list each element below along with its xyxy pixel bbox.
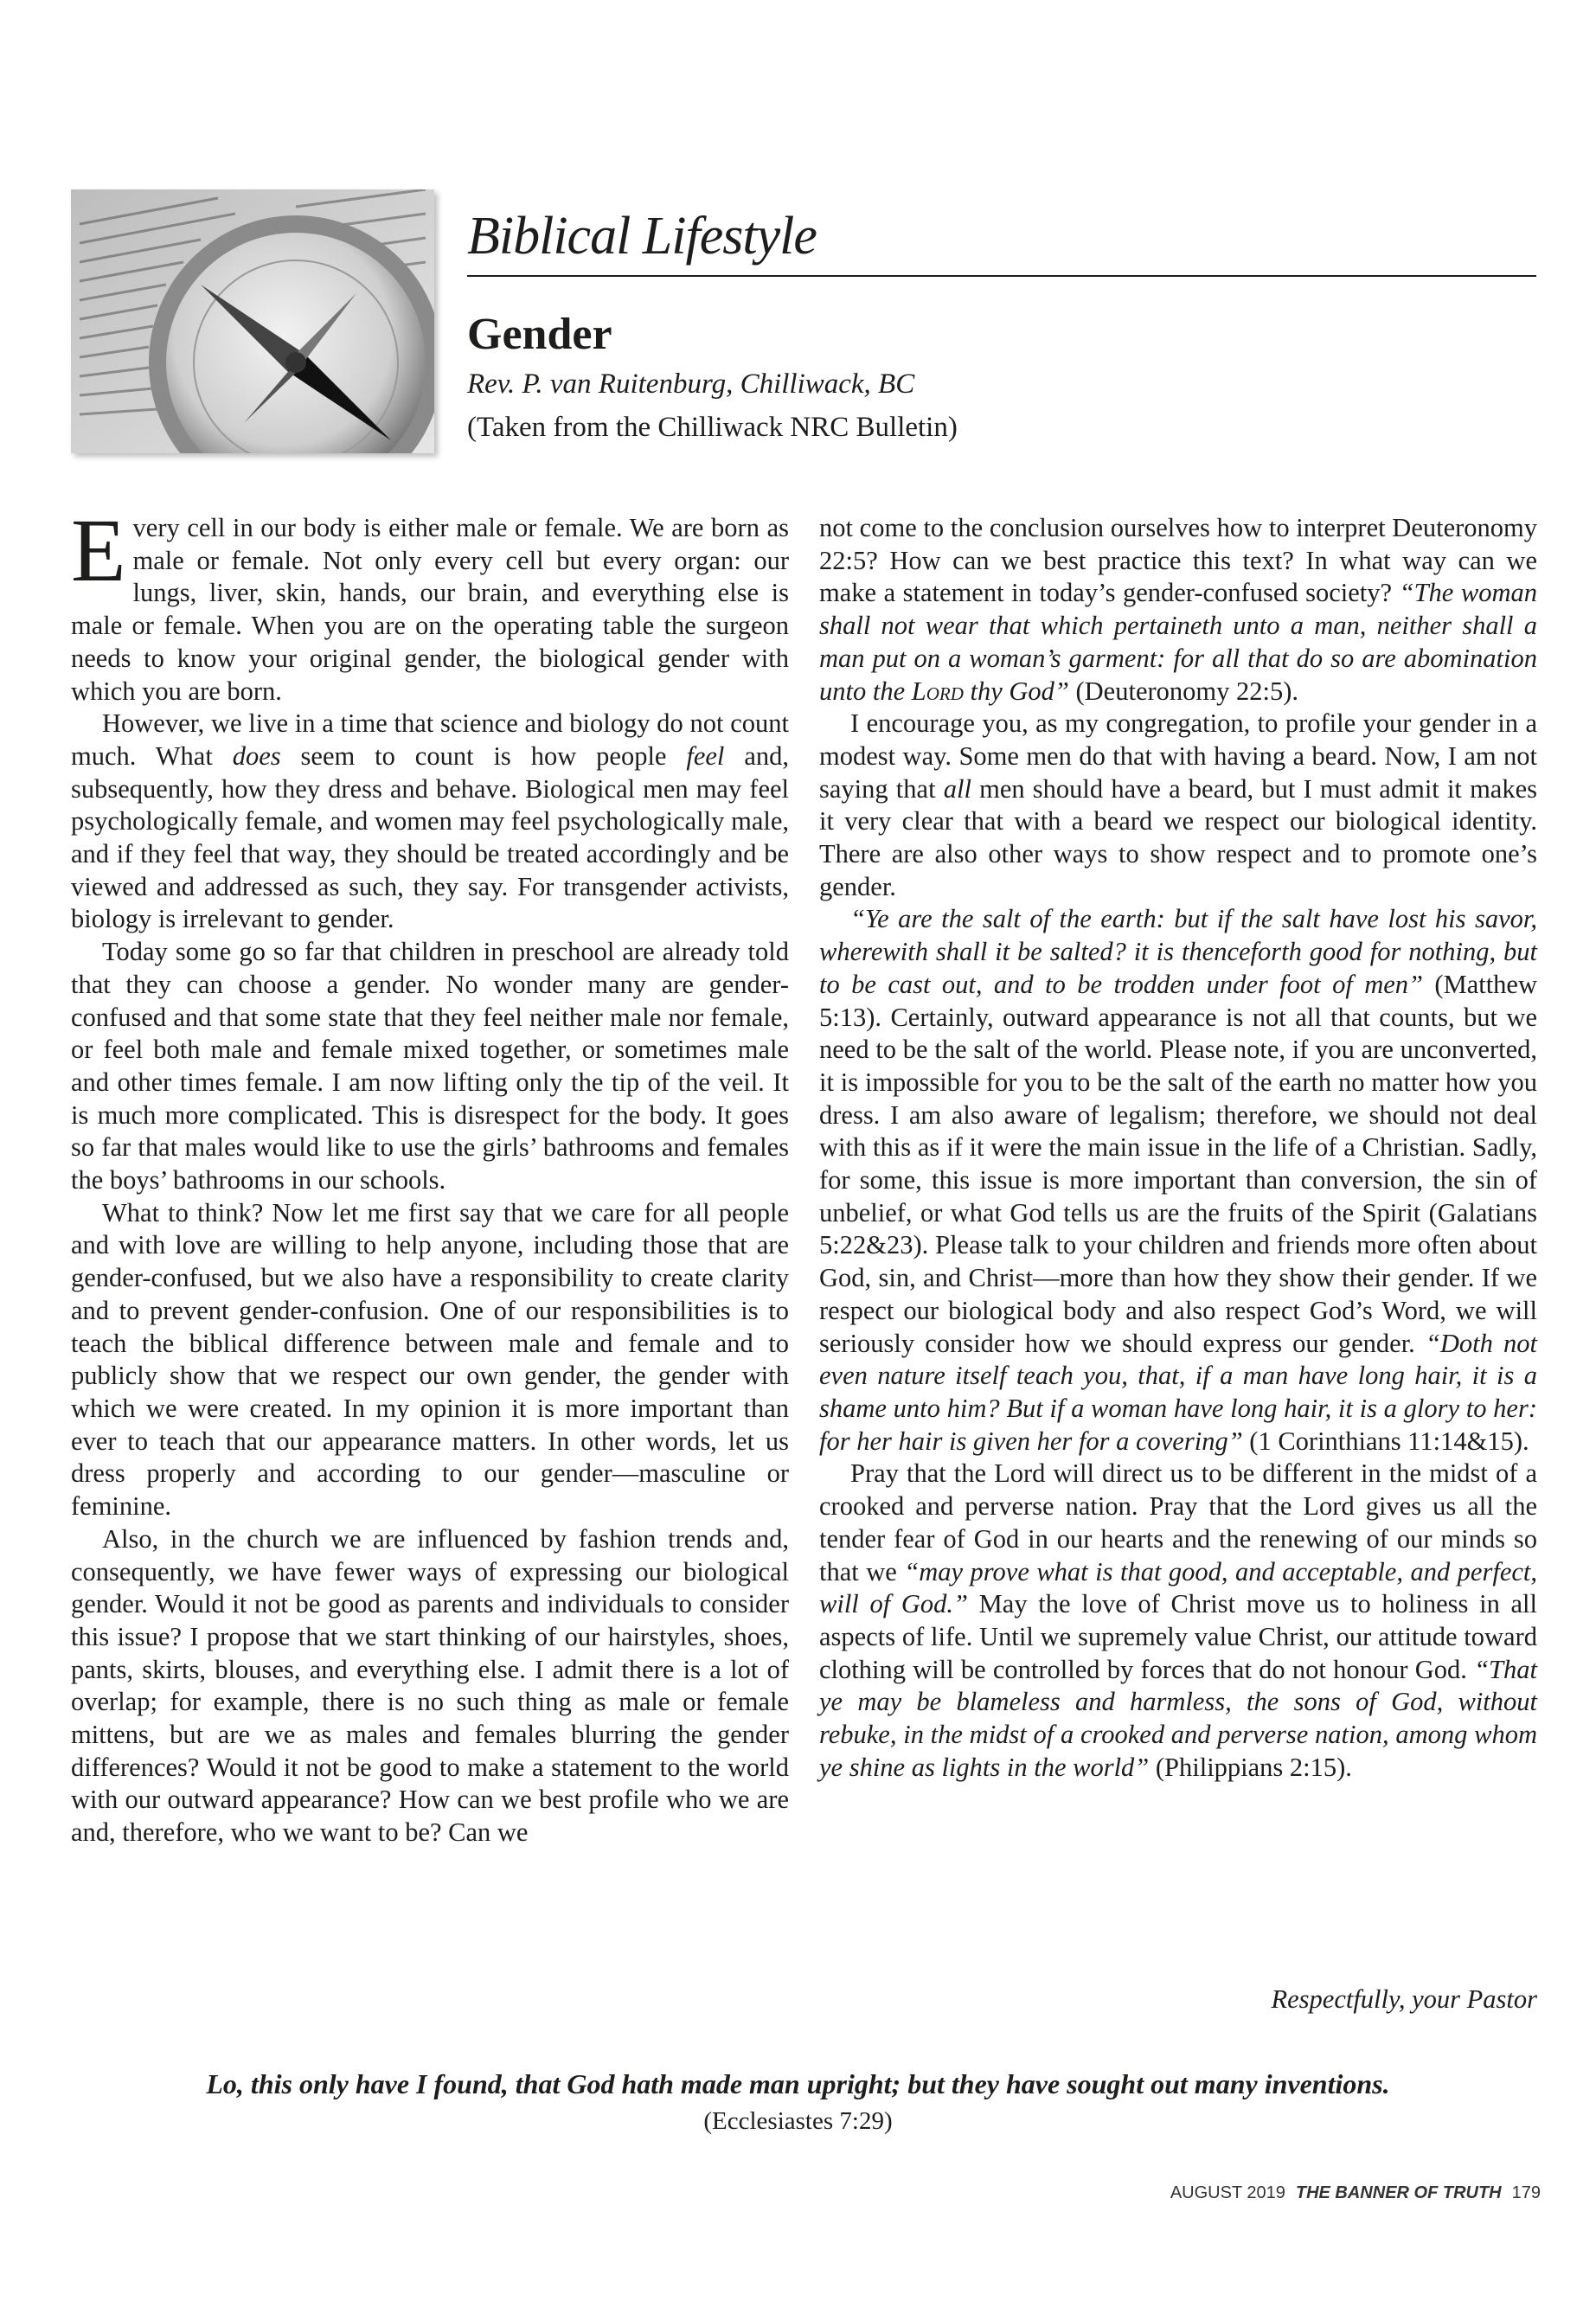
right-column xyxy=(819,512,1537,1784)
paragraph-1-text: very cell in our body is either male or female. We are born as male or female. Not only every cell but every organ: our lungs, liver, skin, hands, our brain, and everything else is male or female. When you are on the operating table the surgeon needs to know your original gender, the biological gender with which you are born. xyxy=(71,513,789,706)
paragraph-4: What to think? Now let me first say that we care for all people and with love are willing to help anyone, including those that are gender-confused, but we also have a responsibility to create clarity and to prevent gender-confusion. One of our responsibilities is to teach the biblical difference between male and female and to publicly show that we respect our own gender, the gender with which we were created. In my opinion it is more important than ever to teach that our appearance matters. In other words, let us dress properly and according to our gender—masculine or feminine. xyxy=(71,1197,789,1522)
paragraph-6 xyxy=(819,512,1537,708)
p9-text-a: Pray that the Lord will direct us to be different in the midst of a crooked and perverse nation. Pray that the Lord gives us all the tender fear of God in our hearts and the renewing of our minds so that we xyxy=(819,1458,1537,1586)
p7-text-a: I encourage you, as my congregation, to profile your gender in a modest way. Some men do that with having a beard. Now, I am not saying that xyxy=(819,708,1537,804)
p6-lord-smallcaps: Lord xyxy=(911,676,964,706)
article-title: Gender xyxy=(467,310,612,359)
p2-text-e: and, subsequently, how they dress and behave. Biological men may feel psychologically female, and women may feel psychologically male, and if they feel that way, they should be treated accordingly and be viewed and addressed as such, they say. For transgender activists, biology is irrelevant to gender. xyxy=(71,740,789,934)
p6-text-a: not come to the conclusion ourselves how to interpret Deuteronomy 22:5? How can we best practice this text? In what way can we make a statement in today’s gender-confused society? xyxy=(819,513,1537,608)
signature: Respectfully, your Pastor xyxy=(1271,1984,1537,2014)
p9-quote-blameless: “That ye may be blameless and harmless, the sons of God, without rebuke, in the midst of a crooked and perverse nation, among whom ye shine as lights in the world” xyxy=(819,1654,1537,1782)
footer-verse: Lo, this only have I found, that God hath made man upright; but they have sought out many inventions. xyxy=(206,2068,1390,2099)
p9-text-c: May the love of Christ move us to holiness in all aspects of life. Until we supremely value Christ, our attitude toward clothing will be controlled by forces that do not honour God. xyxy=(819,1589,1537,1684)
author-line: Rev. P. van Ruitenburg, Chilliwack, BC xyxy=(467,369,915,400)
p6-quote-end: thy God” xyxy=(963,676,1069,706)
section-rule xyxy=(467,275,1536,277)
p8-quote-hair: “Doth not even nature itself teach you, that, if a man have long hair, it is a shame unto him? But if a woman have long hair, it is a glory to her: for her hair is given her for a covering” xyxy=(819,1328,1537,1456)
p7-text-c: men should have a beard, but I must admit it makes it very clear that with a beard we respect our biological identity. There are also other ways to show respect and to promote one’s gender. xyxy=(819,773,1537,901)
p6-quote: “The woman shall not wear that which pertaineth unto a man, neither shall a man put on a woman’s garment: for all that do so are abomination unto the xyxy=(819,578,1537,706)
p6-reference: (Deuteronomy 22:5). xyxy=(1068,676,1298,706)
paragraph-7 xyxy=(819,708,1537,903)
p2-emphasis-feel: feel xyxy=(686,740,725,771)
issue-date: AUGUST 2019 xyxy=(1170,2183,1285,2202)
compass-bible-photo xyxy=(71,189,434,453)
p2-text-a: However, we live in a time that science and biology do not count much. What xyxy=(71,708,789,771)
source-line: (Taken from the Chilliwack NRC Bulletin) xyxy=(467,412,958,443)
compass-icon xyxy=(71,189,434,453)
page-number: 179 xyxy=(1511,2183,1541,2202)
p9-reference: (Philippians 2:15). xyxy=(1149,1752,1352,1782)
paragraph-1 xyxy=(71,501,789,708)
p8-text-b: (Matthew 5:13). Certainly, outward appearance is not all that counts, but we need to be the salt of the world. Please note, if you are unconverted, it is impossible for you to be the salt of the earth no matter how you dress. I am also aware of legalism; therefore, we should not deal with this as if it were the main issue in the life of a Christian. Sadly, for some, this issue is more important than conversion, the sin of unbelief, or what God tells us are the fruits of the Spirit (Galatians 5:22&23). Please talk to your children and friends more often about God, sin, and Christ—more than how they show their gender. If we respect our biological body and also respect God’s Word, we will seriously consider how we should express our gender. xyxy=(819,969,1537,1358)
p8-reference: (1 Corinthians 11:14&15). xyxy=(1242,1426,1529,1456)
section-title: Biblical Lifestyle xyxy=(467,207,817,266)
paragraph-2 xyxy=(71,708,789,936)
paragraph-3: Today some go so far that children in preschool are already told that they can choose a gender. No wonder many are gender-confused and that some state that they feel neither male nor female, or feel both male and female mixed together, or sometimes male and other times female. I am now lifting only the tip of the veil. It is much more complicated. This is disrespect for the body. It goes so far that males would like to use the girls’ bathrooms and females the boys’ bathrooms in our schools. xyxy=(71,937,789,1195)
page-footer xyxy=(1170,2183,1541,2203)
paragraph-9 xyxy=(819,1458,1537,1784)
paragraph-5: Also, in the church we are influenced by fashion trends and, consequently, we have fewer ways of expressing our biological gender. Would it not be good as parents and individuals to consider this issue? I propose that we start thinking of our hairstyles, shoes, pants, skirts, blouses, and everything else. I admit there is a lot of overlap; for example, there is no such thing as male or female mittens, but are we as males and females blurring the gender differences? Would it not be good to make a statement to the world with our outward appearance? How can we best profile who we are and, therefore, who we want to be? Can we xyxy=(71,1523,789,1848)
p2-emphasis-does: does xyxy=(232,740,281,771)
footer-reference: (Ecclesiastes 7:29) xyxy=(703,2107,893,2135)
publication-name: THE BANNER OF TRUTH xyxy=(1295,2183,1502,2202)
drop-cap: E xyxy=(71,501,126,600)
p8-quote-salt: “Ye are the salt of the earth: but if the salt have lost his savor, wherewith shall it be salted? it is thenceforth good for nothing, but to be cast out, and to be trodden under foot of men” xyxy=(819,904,1537,999)
left-column xyxy=(71,501,789,1849)
p2-text-c: seem to count is how people xyxy=(280,740,687,771)
p9-quote-prove: “may prove what is that good, and acceptable, and perfect, will of God.” xyxy=(819,1556,1537,1619)
p7-emphasis-all: all xyxy=(943,773,971,804)
paragraph-8 xyxy=(819,903,1537,1458)
